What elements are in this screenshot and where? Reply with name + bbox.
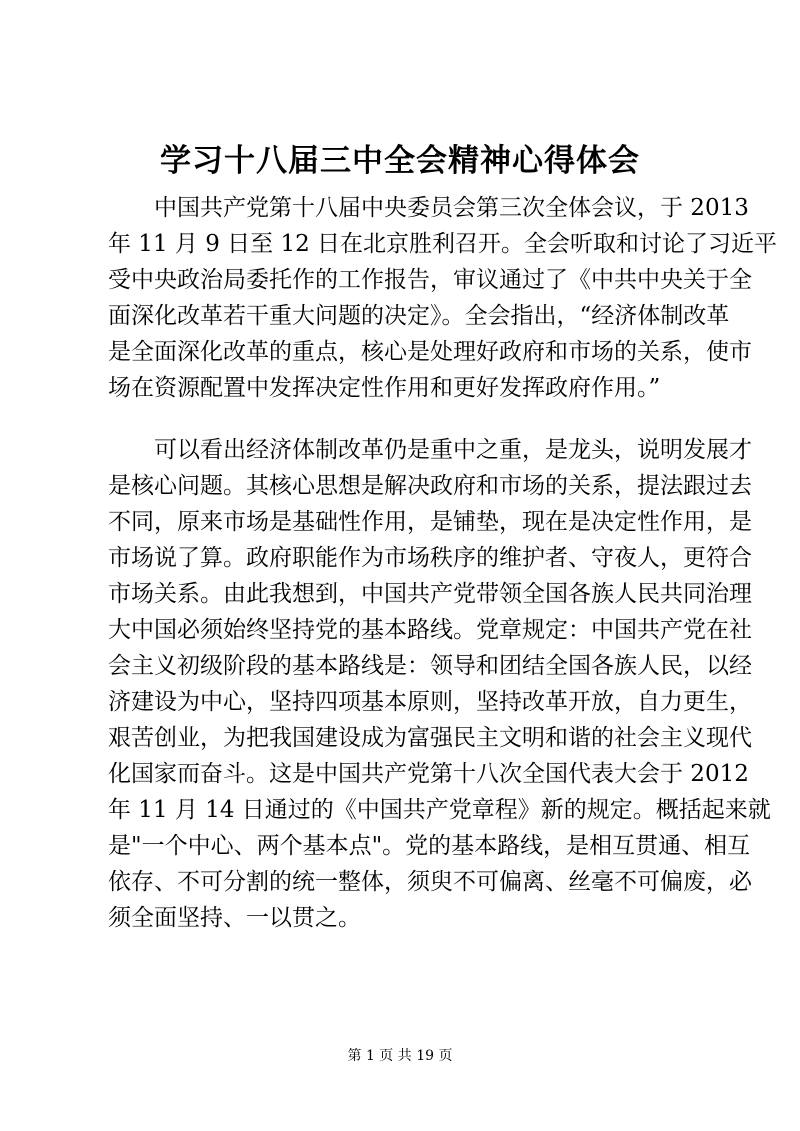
text-line: 化国家而奋斗。这是中国共产党第十八次全国代表大会于 2012 (108, 761, 749, 787)
page-number: 第 1 页 共 19 页 (347, 1048, 453, 1064)
text-line: 须全面坚持、一以贯之。 (108, 905, 361, 931)
text-line: 场在资源配置中发挥决定性作用和更好发挥政府作用。” (108, 375, 661, 401)
text-line: 市场关系。由此我想到，中国共产党带领全国各族人民共同治理 (108, 581, 752, 607)
text-line: 不同，原来市场是基础性作用，是铺垫，现在是决定性作用，是 (108, 509, 752, 535)
text-line: 可以看出经济体制改革仍是重中之重，是龙头，说明发展才 (108, 437, 752, 463)
text-line: 年 11 月 9 日至 12 日在北京胜利召开。全会听取和讨论了习近平 (108, 231, 778, 257)
text-line: 艰苦创业，为把我国建设成为富强民主文明和谐的社会主义现代 (108, 725, 752, 751)
page-title: 学习十八届三中全会精神心得体会 (160, 143, 640, 179)
text-line: 面深化改革若干重大问题的决定》。全会指出，“经济体制改革 (108, 303, 730, 329)
text-line: 受中央政治局委托作的工作报告，审议通过了《中共中央关于全 (108, 267, 752, 293)
text-line: 中国共产党第十八届中央委员会第三次全体会议，于 2013 (108, 195, 749, 221)
text-line: 是核心问题。其核心思想是解决政府和市场的关系，提法跟过去 (108, 473, 752, 499)
text-line: 依存、不可分割的统一整体，须臾不可偏离、丝毫不可偏废，必 (108, 869, 752, 895)
text-line: 是全面深化改革的重点，核心是处理好政府和市场的关系，使市 (108, 339, 752, 365)
text-line: 会主义初级阶段的基本路线是：领导和团结全国各族人民，以经 (108, 653, 752, 679)
text-line: 大中国必须始终坚持党的基本路线。党章规定：中国共产党在社 (108, 617, 752, 643)
text-line: 是"一个中心、两个基本点"。党的基本路线，是相互贯通、相互 (108, 833, 751, 859)
text-line: 市场说了算。政府职能作为市场秩序的维护者、守夜人，更符合 (108, 545, 752, 571)
text-line: 年 11 月 14 日通过的《中国共产党章程》新的规定。概括起来就 (108, 797, 771, 823)
text-line: 济建设为中心，坚持四项基本原则，坚持改革开放，自力更生， (108, 689, 752, 715)
